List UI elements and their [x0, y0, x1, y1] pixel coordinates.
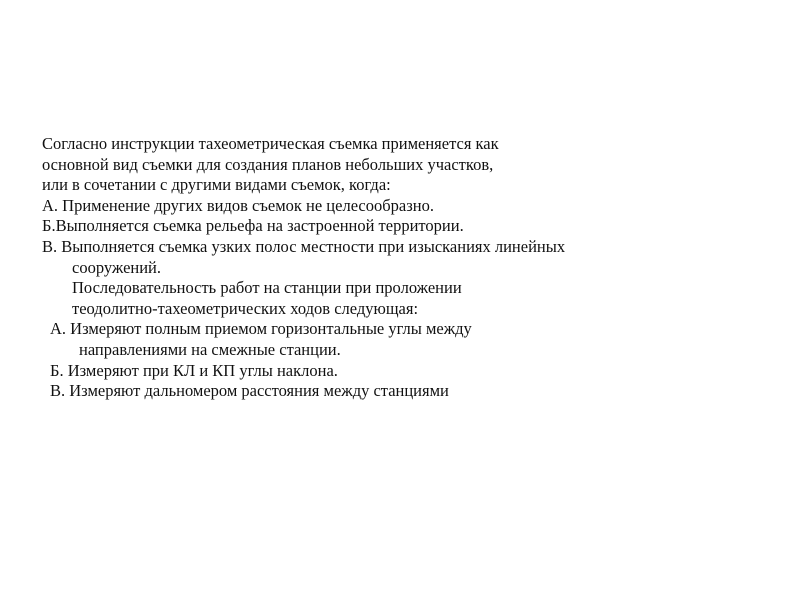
text-line-1: Согласно инструкции тахеометрическая съемка применяется как: [42, 134, 499, 153]
text-line-3: или в сочетании с другими видами съемок, когда:: [42, 175, 391, 195]
option-a-line: А. Применение других видов съемок не целесообразно.: [42, 195, 434, 215]
option-c-continuation: сооружений.: [72, 257, 162, 277]
document-text: [42, 134, 792, 402]
option-c-line: В. Выполняется съемка узких полос местности при изысканиях линейных: [42, 236, 566, 256]
option-b-line: Б.Выполняется съемка рельефа на застроенной территории.: [42, 216, 464, 236]
text-line-2: основной вид съемки для создания планов небольших участков,: [42, 154, 494, 174]
answer-a-continuation: направлениями на смежные станции.: [79, 339, 341, 359]
answer-b-line: Б. Измеряют при КЛ и КП углы наклона.: [50, 360, 338, 380]
question-line-1: Последовательность работ на станции при проложении: [72, 278, 462, 298]
answer-c-line: В. Измеряют дальномером расстояния между станциями: [50, 381, 449, 401]
question-line-2: теодолитно-тахеометрических ходов следующая:: [72, 298, 419, 318]
answer-a-line: А. Измеряют полным приемом горизонтальные углы между: [50, 319, 472, 339]
